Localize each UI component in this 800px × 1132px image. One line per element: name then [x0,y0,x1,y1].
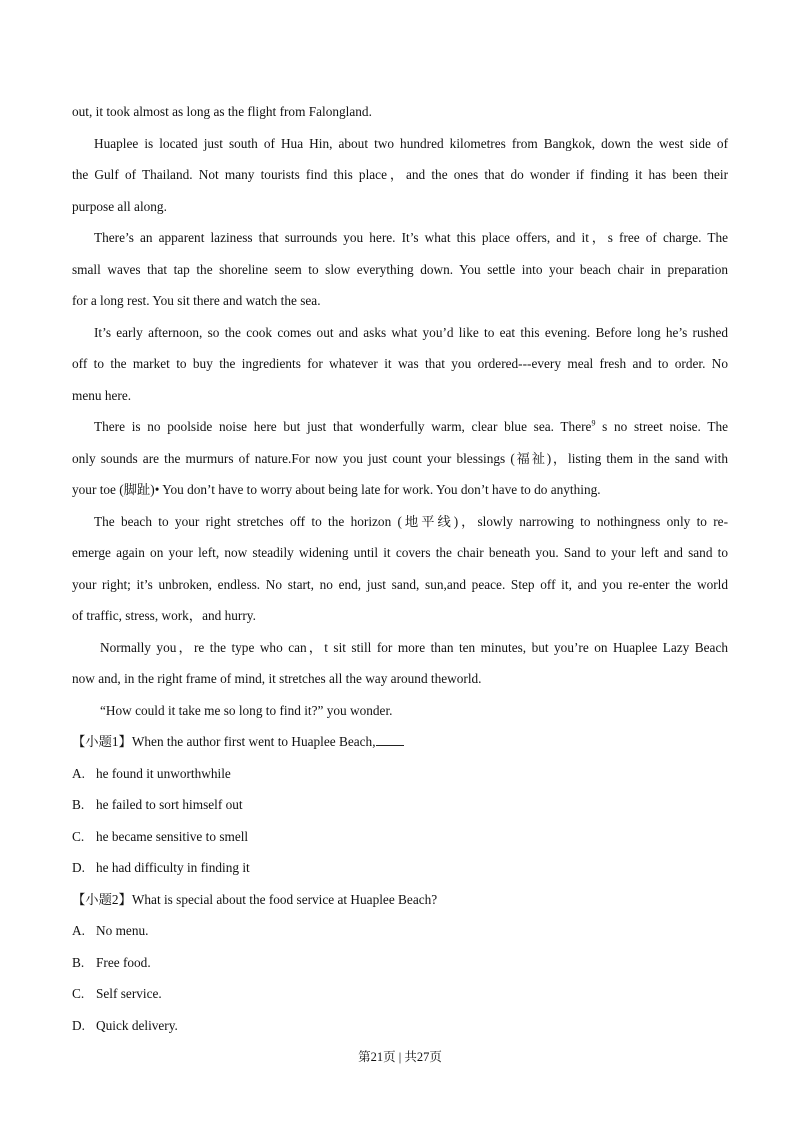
option-c[interactable] [72,983,728,1015]
option-text: Self service. [96,986,162,1001]
option-label: C. [72,986,85,1001]
passage-content [72,101,728,1046]
paragraph-3 [72,227,728,322]
option-label: A. [72,923,85,938]
question-stem [72,889,728,921]
paragraph-line: the Gulf of Thailand. Not many tourists find this place，and the ones that do wonder if finding it has been their [72,167,728,182]
paragraph-5 [72,416,728,511]
paragraph-line: your right; it’s unbroken, endless. No start, no end, just sand, sun,and peace. Step off it, and you re-enter the world [72,576,728,592]
paragraph-line: now and, in the right frame of mind, it stretches all the way around theworld. [72,671,482,686]
option-b[interactable] [72,794,728,826]
option-text: Quick delivery. [96,1017,178,1033]
paragraph-line: The beach to your right stretches off to the horizon (地平线)，slowly narrowing to nothingness only to re- [94,513,728,529]
option-text: he failed to sort himself out [96,797,243,812]
question-text: What is special about the food service at Huaplee Beach? [131,891,438,907]
paragraph-line [72,416,728,448]
option-label: A. [72,765,85,781]
paragraph-line: purpose all along. [72,198,167,214]
paragraph-line: off to the market to buy the ingredients for whatever it was that you ordered---every meal fresh and to order. No [72,356,728,371]
option-label: B. [72,954,85,970]
option-text: he found it unworthwhile [96,765,231,781]
option-text: he had difficulty in finding it [96,860,250,875]
question-1 [72,731,728,889]
question-text: When the author first went to Huaplee Beach, [131,734,376,749]
line-text: There is no poolside noise here but just that wonderfully warm, clear blue sea. There [94,419,592,434]
option-label: C. [72,828,85,844]
paragraph-line: Normally you，re the type who can，t sit still for more than ten minutes, but you’re on Huaplee Lazy Beach [100,639,728,655]
paragraph-line: small waves that tap the shoreline seem to slow everything down. You settle into your beach chair in preparation [72,261,728,277]
paragraph-line: “How could it take me so long to find it?” you wonder. [100,702,393,718]
line-text: s no street noise. The [595,419,729,434]
paragraph-line: Huaplee is located just south of Hua Hin, about two hundred kilometres from Bangkok, down the west side of [94,135,728,151]
option-b[interactable] [72,952,728,984]
option-c[interactable] [72,826,728,858]
paragraph-line: emerge again on your left, now steadily widening until it covers the chair beneath you. Sand to your left and sand to [72,545,728,560]
superscript-mark: 9 [591,418,596,428]
paragraph-line: your toe (脚趾)• You don’t have to worry about being late for work. You don’t have to do anything. [72,482,601,497]
option-text: he became sensitive to smell [96,828,249,844]
option-label: B. [72,797,85,812]
option-text: No menu. [96,923,149,938]
paragraph-2 [72,133,728,228]
option-text: Free food. [96,954,151,970]
paragraph-line: There’s an apparent laziness that surrounds you here. It’s what this place offers, and it，s free of charge. The [94,230,728,245]
option-d[interactable] [72,1015,728,1047]
option-a[interactable] [72,763,728,795]
paragraph-6 [72,511,728,637]
option-d[interactable] [72,857,728,889]
question-2 [72,889,728,1047]
page-footer: 第21页 | 共27页 [358,1050,442,1064]
question-number: 【小题1】 [72,734,132,749]
answer-blank [376,733,404,746]
paragraph-line: It’s early afternoon, so the cook comes out and asks what you’d like to eat this evening. Before long he’s rushed [94,324,728,340]
paragraph-line: out, it took almost as long as the flight from Falongland. [72,104,372,119]
paragraph-line: for a long rest. You sit there and watch the sea. [72,293,321,308]
paragraph-line: of traffic, stress, work，and hurry. [72,608,256,623]
paragraph-4 [72,322,728,417]
option-label: D. [72,1017,85,1033]
question-stem [72,731,728,763]
option-label: D. [72,860,85,875]
paragraph-line: menu here. [72,387,132,403]
option-a[interactable] [72,920,728,952]
paragraph-7 [72,637,728,700]
paragraph-line: only sounds are the murmurs of nature.For now you just count your blessings (福祉)，listing them in the sand with [72,450,728,466]
question-number: 【小题2】 [72,891,132,907]
